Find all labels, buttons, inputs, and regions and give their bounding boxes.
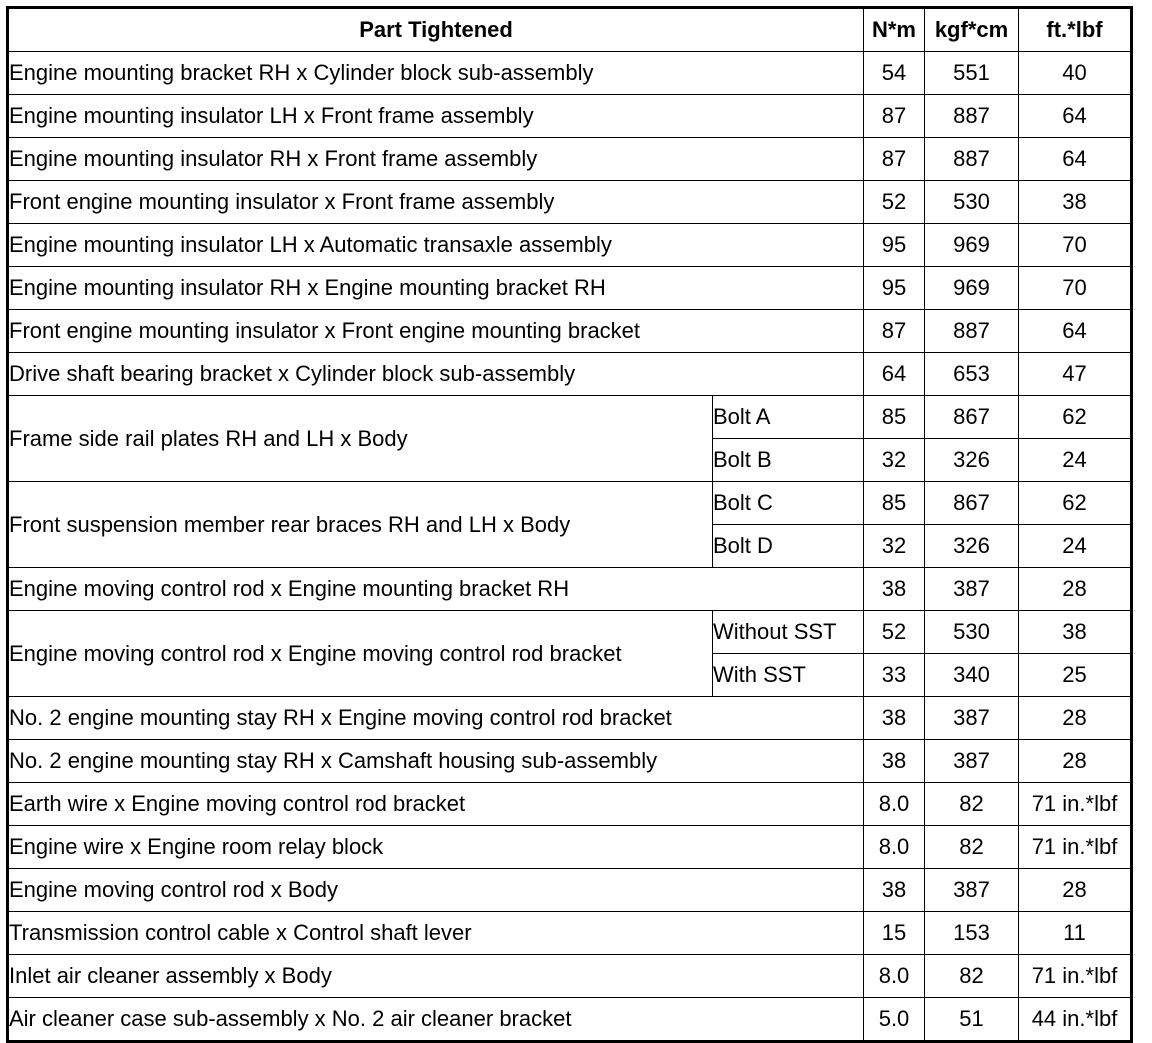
bolt-cell: Bolt D [713,525,864,568]
ft-cell: 44 in.*lbf [1019,998,1132,1042]
kgf-cell: 153 [925,912,1019,955]
kgf-cell: 82 [925,783,1019,826]
table-row [8,353,1132,396]
table-row [8,396,1132,439]
part-cell: Inlet air cleaner assembly x Body [8,955,864,998]
nm-cell: 64 [864,353,925,396]
table-row [8,138,1132,181]
ft-cell: 71 in.*lbf [1019,826,1132,869]
nm-cell: 52 [864,611,925,654]
part-cell: Front suspension member rear braces RH and LH x Body [8,482,713,568]
kgf-cell: 387 [925,869,1019,912]
table-row [8,310,1132,353]
bolt-cell: Bolt C [713,482,864,525]
ft-cell: 71 in.*lbf [1019,955,1132,998]
table-row [8,998,1132,1042]
kgf-cell: 887 [925,310,1019,353]
part-cell: Engine wire x Engine room relay block [8,826,864,869]
nm-cell: 15 [864,912,925,955]
table-row [8,267,1132,310]
sst-condition-cell: Without SST [713,611,864,654]
part-cell: Engine mounting bracket RH x Cylinder block sub-assembly [8,52,864,95]
table-row [8,697,1132,740]
ft-cell: 62 [1019,482,1132,525]
kgf-cell: 387 [925,740,1019,783]
part-cell: Earth wire x Engine moving control rod bracket [8,783,864,826]
table-row [8,482,1132,525]
kgf-cell: 969 [925,267,1019,310]
nm-cell: 85 [864,396,925,439]
table-row [8,826,1132,869]
nm-cell: 38 [864,697,925,740]
table-row [8,95,1132,138]
nm-cell: 8.0 [864,783,925,826]
nm-cell: 32 [864,439,925,482]
part-cell: Engine mounting insulator LH x Front frame assembly [8,95,864,138]
ft-cell: 28 [1019,568,1132,611]
kgf-cell: 969 [925,224,1019,267]
header-part-tightened: Part Tightened [8,8,864,52]
kgf-cell: 887 [925,95,1019,138]
kgf-cell: 82 [925,826,1019,869]
part-cell: Engine moving control rod x Engine moving control rod bracket [8,611,713,697]
table-row [8,224,1132,267]
ft-cell: 28 [1019,869,1132,912]
kgf-cell: 326 [925,525,1019,568]
kgf-cell: 326 [925,439,1019,482]
ft-cell: 38 [1019,181,1132,224]
sst-condition-cell: With SST [713,654,864,697]
table-row [8,568,1132,611]
ft-cell: 28 [1019,697,1132,740]
nm-cell: 95 [864,267,925,310]
table-header-row [8,8,1132,52]
part-cell: Front engine mounting insulator x Front frame assembly [8,181,864,224]
ft-cell: 64 [1019,95,1132,138]
kgf-cell: 887 [925,138,1019,181]
part-cell: Front engine mounting insulator x Front engine mounting bracket [8,310,864,353]
ft-cell: 40 [1019,52,1132,95]
nm-cell: 38 [864,869,925,912]
kgf-cell: 340 [925,654,1019,697]
part-cell: Engine mounting insulator RH x Engine mounting bracket RH [8,267,864,310]
nm-cell: 54 [864,52,925,95]
kgf-cell: 530 [925,181,1019,224]
nm-cell: 8.0 [864,826,925,869]
part-cell: Engine moving control rod x Body [8,869,864,912]
nm-cell: 87 [864,95,925,138]
ft-cell: 24 [1019,525,1132,568]
table-row [8,181,1132,224]
nm-cell: 32 [864,525,925,568]
kgf-cell: 867 [925,396,1019,439]
ft-cell: 28 [1019,740,1132,783]
ft-cell: 25 [1019,654,1132,697]
table-row [8,955,1132,998]
table-row [8,52,1132,95]
part-cell: Engine mounting insulator RH x Front frame assembly [8,138,864,181]
header-nm: N*m [864,8,925,52]
nm-cell: 38 [864,740,925,783]
kgf-cell: 387 [925,697,1019,740]
ft-cell: 70 [1019,267,1132,310]
kgf-cell: 51 [925,998,1019,1042]
part-cell: Engine moving control rod x Engine mounting bracket RH [8,568,864,611]
ft-cell: 71 in.*lbf [1019,783,1132,826]
ft-cell: 38 [1019,611,1132,654]
nm-cell: 33 [864,654,925,697]
nm-cell: 87 [864,310,925,353]
torque-specification-table [6,6,1133,1043]
kgf-cell: 653 [925,353,1019,396]
table-row [8,611,1132,654]
ft-cell: 70 [1019,224,1132,267]
bolt-cell: Bolt A [713,396,864,439]
nm-cell: 38 [864,568,925,611]
ft-cell: 24 [1019,439,1132,482]
ft-cell: 11 [1019,912,1132,955]
table-row [8,783,1132,826]
header-kgf-cm: kgf*cm [925,8,1019,52]
part-cell: No. 2 engine mounting stay RH x Engine moving control rod bracket [8,697,864,740]
table-row [8,869,1132,912]
header-ft-lbf: ft.*lbf [1019,8,1132,52]
ft-cell: 64 [1019,138,1132,181]
nm-cell: 85 [864,482,925,525]
table-row [8,912,1132,955]
nm-cell: 5.0 [864,998,925,1042]
kgf-cell: 867 [925,482,1019,525]
table-row [8,740,1132,783]
nm-cell: 52 [864,181,925,224]
part-cell: No. 2 engine mounting stay RH x Camshaft housing sub-assembly [8,740,864,783]
kgf-cell: 82 [925,955,1019,998]
nm-cell: 8.0 [864,955,925,998]
nm-cell: 95 [864,224,925,267]
part-cell: Frame side rail plates RH and LH x Body [8,396,713,482]
part-cell: Drive shaft bearing bracket x Cylinder block sub-assembly [8,353,864,396]
kgf-cell: 530 [925,611,1019,654]
part-cell: Air cleaner case sub-assembly x No. 2 air cleaner bracket [8,998,864,1042]
kgf-cell: 551 [925,52,1019,95]
bolt-cell: Bolt B [713,439,864,482]
part-cell: Transmission control cable x Control shaft lever [8,912,864,955]
ft-cell: 47 [1019,353,1132,396]
kgf-cell: 387 [925,568,1019,611]
nm-cell: 87 [864,138,925,181]
ft-cell: 62 [1019,396,1132,439]
part-cell: Engine mounting insulator LH x Automatic transaxle assembly [8,224,864,267]
ft-cell: 64 [1019,310,1132,353]
